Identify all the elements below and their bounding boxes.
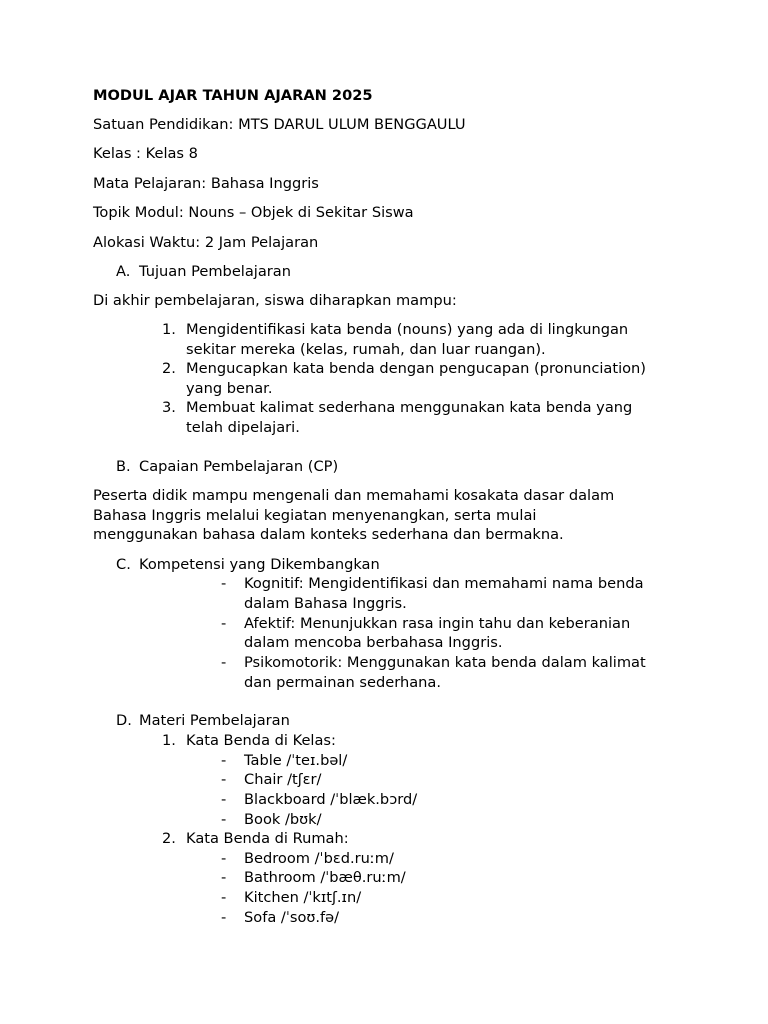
list-item-text: Mengucapkan kata benda dengan pengucapan (pronunciation) bbox=[186, 360, 647, 377]
bullet-text: Psikomotorik: Menggunakan kata benda dalam kalimat bbox=[244, 654, 646, 671]
bullet-marker: - bbox=[221, 909, 227, 926]
section-b-paragraph-line: menggunakan bahasa dalam konteks sederhana dan bermakna. bbox=[93, 526, 564, 543]
section-d-title: Materi Pembelajaran bbox=[139, 712, 290, 729]
list-item-text: telah dipelajari. bbox=[186, 419, 300, 436]
school-line: Satuan Pendidikan: MTS DARUL ULUM BENGGAULU bbox=[93, 116, 466, 133]
list-item-text: yang benar. bbox=[186, 380, 273, 397]
section-b-paragraph-line: Peserta didik mampu mengenali dan memahami kosakata dasar dalam bbox=[93, 487, 615, 504]
section-a-marker: A. bbox=[116, 263, 131, 280]
bullet-marker: - bbox=[221, 889, 227, 906]
document-title: MODUL AJAR TAHUN AJARAN 2025 bbox=[93, 87, 373, 104]
class-line: Kelas : Kelas 8 bbox=[93, 145, 198, 162]
section-c-marker: C. bbox=[116, 556, 131, 573]
group-marker: 1. bbox=[162, 732, 176, 749]
section-c-title: Kompetensi yang Dikembangkan bbox=[139, 556, 380, 573]
bullet-marker: - bbox=[221, 869, 227, 886]
vocab-item: Chair /tʃɛr/ bbox=[244, 771, 322, 788]
topic-line: Topik Modul: Nouns – Objek di Sekitar Siswa bbox=[93, 204, 414, 221]
list-item-marker: 3. bbox=[162, 399, 176, 416]
bullet-marker: - bbox=[221, 791, 227, 808]
bullet-text: Kognitif: Mengidentifikasi dan memahami nama benda bbox=[244, 575, 644, 592]
list-item-text: sekitar mereka (kelas, rumah, dan luar ruangan). bbox=[186, 341, 546, 358]
subject-line: Mata Pelajaran: Bahasa Inggris bbox=[93, 175, 319, 192]
bullet-text: dalam Bahasa Inggris. bbox=[244, 595, 407, 612]
bullet-marker: - bbox=[221, 575, 227, 592]
group-title: Kata Benda di Kelas: bbox=[186, 732, 336, 749]
section-b-marker: B. bbox=[116, 458, 131, 475]
section-d-marker: D. bbox=[116, 712, 132, 729]
bullet-text: dan permainan sederhana. bbox=[244, 674, 441, 691]
bullet-marker: - bbox=[221, 615, 227, 632]
list-item-marker: 2. bbox=[162, 360, 176, 377]
list-item-marker: 1. bbox=[162, 321, 176, 338]
bullet-text: dalam mencoba berbahasa Inggris. bbox=[244, 634, 503, 651]
vocab-item: Book /bʊk/ bbox=[244, 811, 322, 828]
bullet-marker: - bbox=[221, 811, 227, 828]
group-marker: 2. bbox=[162, 830, 176, 847]
vocab-item: Sofa /ˈsoʊ.fə/ bbox=[244, 909, 340, 926]
section-b-paragraph-line: Bahasa Inggris melalui kegiatan menyenangkan, serta mulai bbox=[93, 507, 537, 524]
section-a-intro: Di akhir pembelajaran, siswa diharapkan mampu: bbox=[93, 292, 457, 309]
list-item-text: Mengidentifikasi kata benda (nouns) yang ada di lingkungan bbox=[186, 321, 629, 338]
vocab-item: Bathroom /ˈbæθ.ruːm/ bbox=[244, 869, 406, 886]
vocab-item: Blackboard /ˈblæk.bɔrd/ bbox=[244, 791, 418, 808]
vocab-item: Table /ˈteɪ.bəl/ bbox=[244, 752, 348, 769]
bullet-text: Afektif: Menunjukkan rasa ingin tahu dan keberanian bbox=[244, 615, 631, 632]
group-title: Kata Benda di Rumah: bbox=[186, 830, 349, 847]
bullet-marker: - bbox=[221, 850, 227, 867]
time-line: Alokasi Waktu: 2 Jam Pelajaran bbox=[93, 234, 319, 251]
bullet-marker: - bbox=[221, 771, 227, 788]
list-item-text: Membuat kalimat sederhana menggunakan kata benda yang bbox=[186, 399, 633, 416]
vocab-item: Bedroom /ˈbɛd.ruːm/ bbox=[244, 850, 394, 867]
section-b-title: Capaian Pembelajaran (CP) bbox=[139, 458, 339, 475]
vocab-item: Kitchen /ˈkɪtʃ.ɪn/ bbox=[244, 889, 362, 906]
section-a-title: Tujuan Pembelajaran bbox=[139, 263, 291, 280]
bullet-marker: - bbox=[221, 654, 227, 671]
bullet-marker: - bbox=[221, 752, 227, 769]
